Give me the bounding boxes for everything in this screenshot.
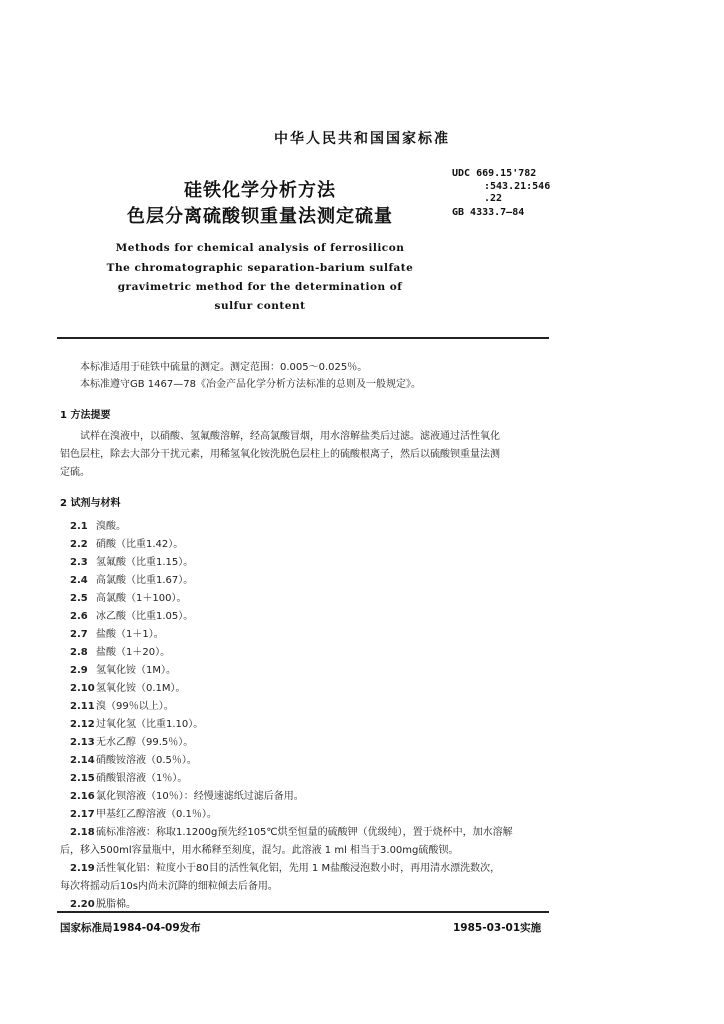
reagent-item	[70, 589, 186, 604]
reagent-number: 2.18	[70, 827, 95, 838]
reagent-text: 硫标准溶液：称取1.1200g预先经105℃烘至恒量的硫酸钾（优级纯），置于烧杯中，加水溶解	[96, 827, 513, 838]
reagent-text: 高氯酸（比重1.67）。	[96, 575, 194, 586]
reagent-text: 甲基红乙醇溶液（0.1％）。	[96, 809, 217, 820]
reagent-text: 硝酸银溶液（1％）。	[96, 773, 188, 784]
reagent-number: 2.13	[70, 737, 95, 748]
reagent-text: 氢氧化铵（0.1M）。	[96, 683, 186, 694]
reagent-item	[60, 841, 458, 856]
reagent-item	[70, 661, 176, 676]
reagent-number: 2.5	[70, 593, 88, 604]
reagent-item	[70, 571, 193, 586]
reagent-text: 溴酸。	[96, 521, 126, 532]
section-1-heading: 1 方法提要	[60, 410, 111, 421]
reagent-item	[70, 787, 304, 802]
udc-code-line2: :543.21:546	[484, 181, 551, 192]
reagent-text: 氢氟酸（比重1.15）。	[96, 557, 194, 568]
reagent-text: 硝酸铵溶液（0.5％）。	[96, 755, 197, 766]
section-1-text: 铝色层柱，除去大部分干扰元素，用稀氢氧化铵洗脱色层柱上的硫酸根离子，然后以硫酸钡重量法测	[60, 449, 500, 460]
reagent-item	[70, 733, 193, 748]
reagent-item	[70, 823, 513, 838]
issue-date: 国家标准局1984-04-09发布	[60, 922, 201, 934]
udc-code-line3: .22	[484, 193, 503, 204]
english-title-line: gravimetric method for the determination of	[117, 281, 403, 293]
reagent-item	[70, 553, 193, 568]
reagent-number: 2.16	[70, 791, 95, 802]
reagent-item	[60, 877, 278, 892]
reagent-text: 高氯酸（1＋100）。	[96, 593, 187, 604]
effective-date: 1985-03-01实施	[453, 922, 542, 934]
reagent-item	[70, 625, 164, 640]
reagent-text: 后，移入500ml容量瓶中，用水稀释至刻度，混匀。此溶液 1 ml 相当于3.00mg硫酸钡。	[60, 845, 459, 856]
header-divider	[57, 337, 549, 339]
reagent-number: 2.10	[70, 683, 95, 694]
reagent-number: 2.4	[70, 575, 88, 586]
reagent-item	[70, 751, 197, 766]
reagent-text: 硝酸（比重1.42）。	[96, 539, 184, 550]
reagent-item	[70, 697, 174, 712]
reagent-text: 氢氧化铵（1M）。	[96, 665, 176, 676]
reagent-item	[70, 517, 126, 532]
reagent-text: 盐酸（1＋1）。	[96, 629, 164, 640]
reagent-text: 无水乙醇（99.5％）。	[96, 737, 194, 748]
intro-scope: 本标准适用于硅铁中硫量的测定。测定范围：0.005～0.025％。	[80, 362, 368, 373]
reagent-number: 2.9	[70, 665, 88, 676]
reagent-item	[70, 715, 203, 730]
gb-number: GB 4333.7—84	[452, 207, 525, 218]
english-title-line: The chromatographic separation-barium sulfate	[106, 262, 414, 274]
reagent-number: 2.14	[70, 755, 95, 766]
reagent-text: 氯化钡溶液（10％）：经慢速滤纸过滤后备用。	[96, 791, 304, 802]
reagent-text: 溴（99％以上）。	[96, 701, 174, 712]
reagent-text: 活性氧化铝：粒度小于80目的活性氧化铝，先用 1 M盐酸浸泡数小时，再用清水漂洗数次，	[96, 863, 501, 874]
english-title-line: sulfur content	[214, 300, 306, 312]
reagent-item	[70, 769, 187, 784]
section-1-text: 试样在溴液中，以硝酸、氢氟酸溶解，经高氯酸冒烟，用水溶解盐类后过滤。滤液通过活性氧化	[80, 431, 500, 442]
udc-code-line1: UDC 669.15'782	[452, 168, 537, 179]
reagent-number: 2.6	[70, 611, 88, 622]
footer-divider	[57, 911, 549, 913]
reagent-text: 冰乙酸（比重1.05）。	[96, 611, 194, 622]
reagent-item	[70, 535, 183, 550]
english-title-line: Methods for chemical analysis of ferrosilicon	[115, 242, 405, 254]
reagent-number: 2.12	[70, 719, 95, 730]
document-title-line2: 色层分离硫酸钡重量法测定硫量	[127, 206, 393, 227]
reagent-number: 2.3	[70, 557, 88, 568]
national-standard-heading: 中华人民共和国国家标准	[274, 131, 450, 147]
section-2-heading: 2 试剂与材料	[60, 498, 121, 509]
reagent-number: 2.17	[70, 809, 95, 820]
reagent-item	[70, 895, 136, 910]
intro-compliance: 本标准遵守GB 1467—78《冶金产品化学分析方法标准的总则及一般规定》。	[80, 379, 421, 390]
reagent-number: 2.7	[70, 629, 88, 640]
reagent-number: 2.2	[70, 539, 88, 550]
reagent-text: 盐酸（1＋20）。	[96, 647, 171, 658]
reagent-item	[70, 643, 170, 658]
reagent-item	[70, 679, 186, 694]
reagent-number: 2.8	[70, 647, 88, 658]
reagent-text: 每次将摇动后10s内尚未沉降的细粒倾去后备用。	[60, 881, 278, 892]
document-title-line1: 硅铁化学分析方法	[184, 180, 336, 201]
section-1-text: 定硫。	[60, 467, 90, 478]
reagent-text: 过氧化氢（比重1.10）。	[96, 719, 204, 730]
reagent-item	[70, 607, 193, 622]
reagent-item	[70, 805, 217, 820]
reagent-number: 2.19	[70, 863, 95, 874]
reagent-number: 2.11	[70, 701, 95, 712]
reagent-text: 脱脂棉。	[96, 899, 136, 910]
reagent-number: 2.15	[70, 773, 95, 784]
reagent-item	[70, 859, 500, 874]
reagent-number: 2.20	[70, 899, 95, 910]
reagent-number: 2.1	[70, 521, 88, 532]
